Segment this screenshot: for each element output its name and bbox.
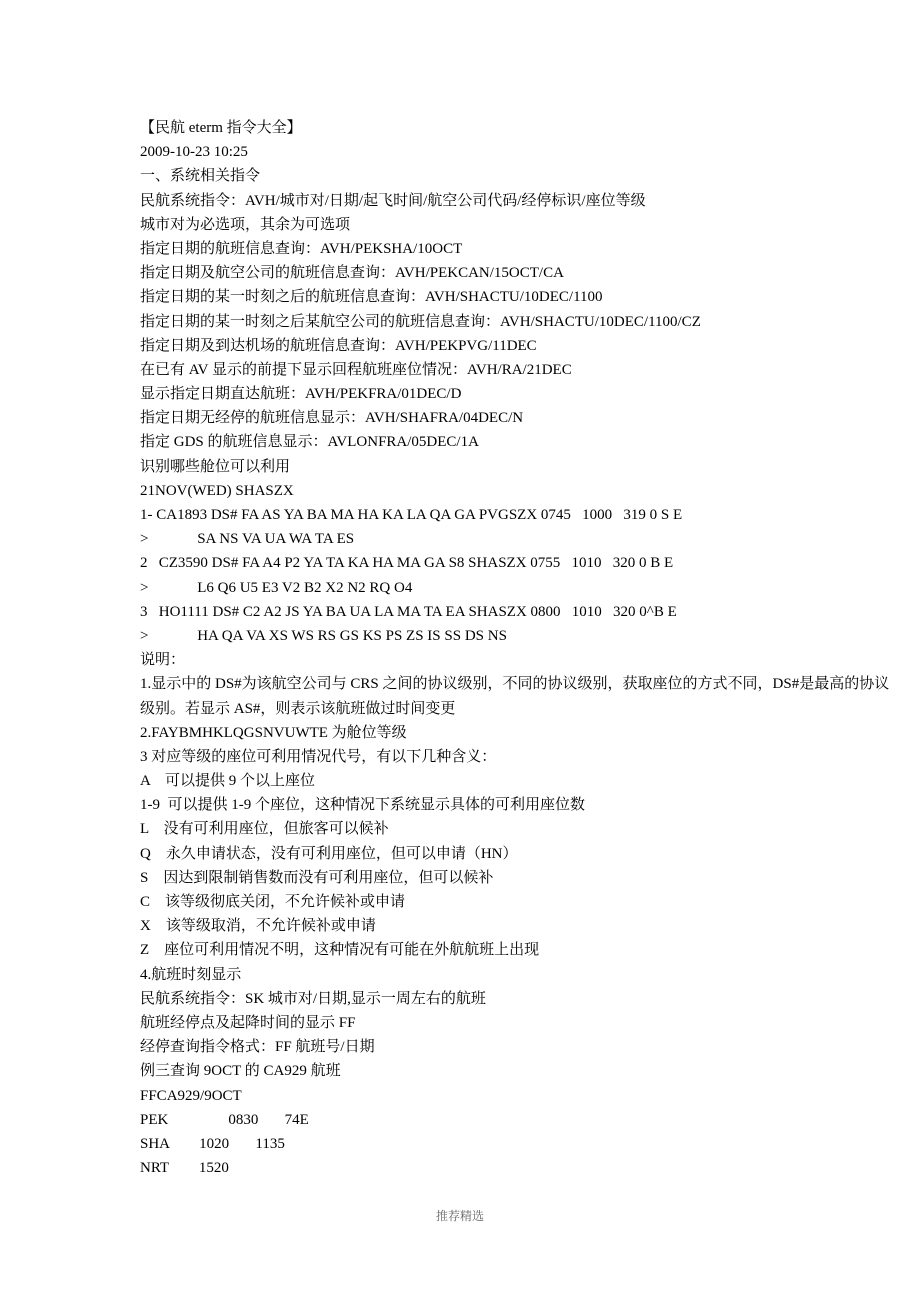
- text-line: 1-9 可以提供 1-9 个座位，这种情况下系统显示具体的可利用座位数: [140, 797, 585, 814]
- text-line: > L6 Q6 U5 E3 V2 B2 X2 N2 RQ O4: [140, 579, 413, 596]
- text-line: PEK 0830 74E: [140, 1111, 309, 1128]
- text-line: 指定日期及航空公司的航班信息查询：AVH/PEKCAN/15OCT/CA: [140, 265, 564, 282]
- text-line: SHA 1020 1135: [140, 1135, 285, 1152]
- document-lines: [140, 164, 900, 1180]
- text-line: 说明：: [140, 652, 186, 669]
- text-line: A 可以提供 9 个以上座位: [140, 773, 316, 790]
- page-footer: 推荐精选: [435, 1209, 484, 1223]
- text-line: 21NOV(WED) SHASZX: [140, 482, 294, 499]
- text-line: 例三查询 9OCT 的 CA929 航班: [140, 1063, 341, 1080]
- text-line: > SA NS VA UA WA TA ES: [140, 531, 355, 548]
- text-line: X 该等级取消，不允许候补或申请: [140, 918, 376, 935]
- text-line: NRT 1520: [140, 1160, 229, 1177]
- text-line: Q 永久申请状态，没有可利用座位，但可以申请（HN）: [140, 845, 518, 862]
- text-line: 民航系统指令：AVH/城市对/日期/起飞时间/航空公司代码/经停标识/座位等级: [140, 192, 646, 209]
- text-line: S 因达到限制销售数而没有可利用座位，但可以候补: [140, 869, 494, 886]
- text-line: 指定日期及到达机场的航班信息查询：AVH/PEKPVG/11DEC: [140, 337, 537, 354]
- text-line: 在已有 AV 显示的前提下显示回程航班座位情况：AVH/RA/21DEC: [140, 361, 572, 378]
- text-line: 4.航班时刻显示: [140, 966, 242, 983]
- text-line: 指定日期无经停的航班信息显示：AVH/SHAFRA/04DEC/N: [140, 410, 524, 427]
- text-line: 一、系统相关指令: [140, 168, 261, 185]
- text-line: 指定 GDS 的航班信息显示：AVLONFRA/05DEC/1A: [140, 434, 479, 451]
- text-line: Z 座位可利用情况不明，这种情况有可能在外航航班上出现: [140, 942, 540, 959]
- text-line: 航班经停点及起降时间的显示 FF: [140, 1014, 356, 1031]
- text-line: 识别哪些舱位可以利用: [140, 458, 291, 475]
- text-line: 经停查询指令格式：FF 航班号/日期: [140, 1039, 375, 1056]
- text-line: 显示指定日期直达航班：AVH/PEKFRA/01DEC/D: [140, 386, 462, 403]
- text-line: 3 对应等级的座位可利用情况代号，有以下几种含义：: [140, 748, 497, 765]
- document-body: [140, 116, 900, 1180]
- text-line: 指定日期的某一时刻之后某航空公司的航班信息查询：AVH/SHACTU/10DEC/1100/CZ: [140, 313, 701, 330]
- text-line: 1- CA1893 DS# FA AS YA BA MA HA KA LA QA GA PVGSZX 0745 1000 319 0 S E: [140, 507, 683, 523]
- text-line: 2 CZ3590 DS# FA A4 P2 YA TA KA HA MA GA S8 SHASZX 0755 1010 320 0 B E: [140, 555, 674, 572]
- text-line: > HA QA VA XS WS RS GS KS PS ZS IS SS DS NS: [140, 627, 507, 644]
- text-line: C 该等级彻底关闭，不允许候补或申请: [140, 894, 406, 911]
- text-line: 城市对为必选项，其余为可选项: [140, 216, 351, 233]
- text-line: 民航系统指令：SK 城市对/日期,显示一周左右的航班: [140, 990, 486, 1007]
- text-line: L 没有可利用座位，但旅客可以候补: [140, 821, 389, 838]
- text-line: 3 HO1111 DS# C2 A2 JS YA BA UA LA MA TA EA SHASZX 0800 1010 320 0^B E: [140, 603, 677, 620]
- document-title: 【民航 eterm 指令大全】: [140, 120, 302, 136]
- text-line: 指定日期的航班信息查询：AVH/PEKSHA/10OCT: [140, 240, 463, 257]
- text-line: FFCA929/9OCT: [140, 1087, 242, 1104]
- text-line: 2.FAYBMHKLQGSNVUWTE 为舱位等级: [140, 724, 407, 741]
- text-line: 指定日期的某一时刻之后的航班信息查询：AVH/SHACTU/10DEC/1100: [140, 289, 603, 306]
- text-line: 1.显示中的 DS#为该航空公司与 CRS 之间的协议级别，不同的协议级别，获取座位的方式不同，DS#是最高的协议级别。若显示 AS#，则表示该航班做过时间变更: [140, 676, 890, 717]
- document-datetime: 2009-10-23 10:25: [140, 144, 248, 161]
